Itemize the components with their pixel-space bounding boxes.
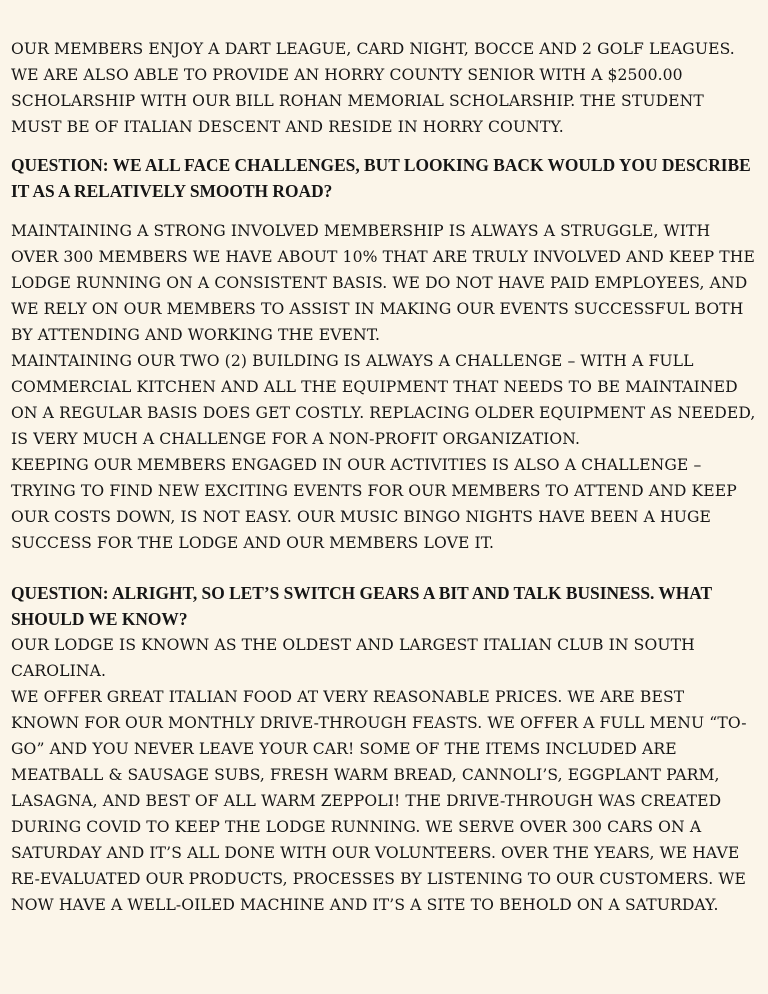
answer-2-paragraph-1: OUR LODGE IS KNOWN AS THE OLDEST AND LARGEST ITALIAN CLUB IN SOUTH CAROLINA. [11, 636, 695, 680]
question-2-heading: QUESTION: ALRIGHT, SO LET’S SWITCH GEARS A BIT AND TALK BUSINESS. WHAT SHOULD WE KNOW? [11, 583, 712, 629]
answer-2-paragraph-2: WE OFFER GREAT ITALIAN FOOD AT VERY REASONABLE PRICES. WE ARE BEST KNOWN FOR OUR MONTHLY DRIVE-THROUGH FEASTS. WE OFFER A FULL MENU “TO-GO” AND YOU NEVER LEAVE YOUR CAR! SOME OF THE ITEMS INCLUDED ARE MEATBALL & SAUSAGE SUBS, FRESH WARM BREAD, CANNOLI’S, EGGPLANT PARM, LASAGNA, AND BEST OF ALL WARM ZEPPOLI! THE DRIVE-THROUGH WAS CREATED DURING COVID TO KEEP THE LODGE RUNNING. WE SERVE OVER 300 CARS ON A SATURDAY AND IT’S ALL DONE WITH OUR VOLUNTEERS. OVER THE YEARS, WE HAVE RE-EVALUATED OUR PRODUCTS, PROCESSES BY LISTENING TO OUR CUSTOMERS. WE NOW HAVE A WELL-OILED MACHINE AND IT’S A SITE TO BEHOLD ON A SATURDAY. [11, 688, 747, 914]
spacer [11, 556, 757, 580]
answer-1-paragraph-3: KEEPING OUR MEMBERS ENGAGED IN OUR ACTIVITIES IS ALSO A CHALLENGE – TRYING TO FIND NEW EXCITING EVENTS FOR OUR MEMBERS TO ATTEND AND KEEP OUR COSTS DOWN, IS NOT EASY. OUR MUSIC BINGO NIGHTS HAVE BEEN A HUGE SUCCESS FOR THE LODGE AND OUR MEMBERS LOVE IT. [11, 456, 737, 552]
spacer [11, 140, 757, 152]
answer-1-paragraph-2: MAINTAINING OUR TWO (2) BUILDING IS ALWAYS A CHALLENGE – WITH A FULL COMMERCIAL KITCHEN AND ALL THE EQUIPMENT THAT NEEDS TO BE MAINTAINED ON A REGULAR BASIS DOES GET COSTLY. REPLACING OLDER EQUIPMENT AS NEEDED, IS VERY MUCH A CHALLENGE FOR A NON-PROFIT ORGANIZATION. [11, 352, 756, 448]
answer-1-paragraph-1: MAINTAINING A STRONG INVOLVED MEMBERSHIP IS ALWAYS A STRUGGLE, WITH OVER 300 MEMBERS WE HAVE ABOUT 10% THAT ARE TRULY INVOLVED AND KEEP THE LODGE RUNNING ON A CONSISTENT BASIS. WE DO NOT HAVE PAID EMPLOYEES, AND WE RELY ON OUR MEMBERS TO ASSIST IN MAKING OUR EVENTS SUCCESSFUL BOTH BY ATTENDING AND WORKING THE EVENT. [11, 222, 755, 344]
question-1-heading: QUESTION: WE ALL FACE CHALLENGES, BUT LOOKING BACK WOULD YOU DESCRIBE IT AS A RELATIVELY SMOOTH ROAD? [11, 155, 751, 201]
spacer [11, 204, 757, 218]
intro-paragraph: OUR MEMBERS ENJOY A DART LEAGUE, CARD NIGHT, BOCCE AND 2 GOLF LEAGUES. WE ARE ALSO ABLE TO PROVIDE AN HORRY COUNTY SENIOR WITH A $2500.00 SCHOLARSHIP WITH OUR BILL ROHAN MEMORIAL SCHOLARSHIP. THE STUDENT MUST BE OF ITALIAN DESCENT AND RESIDE IN HORRY COUNTY. [11, 40, 735, 136]
